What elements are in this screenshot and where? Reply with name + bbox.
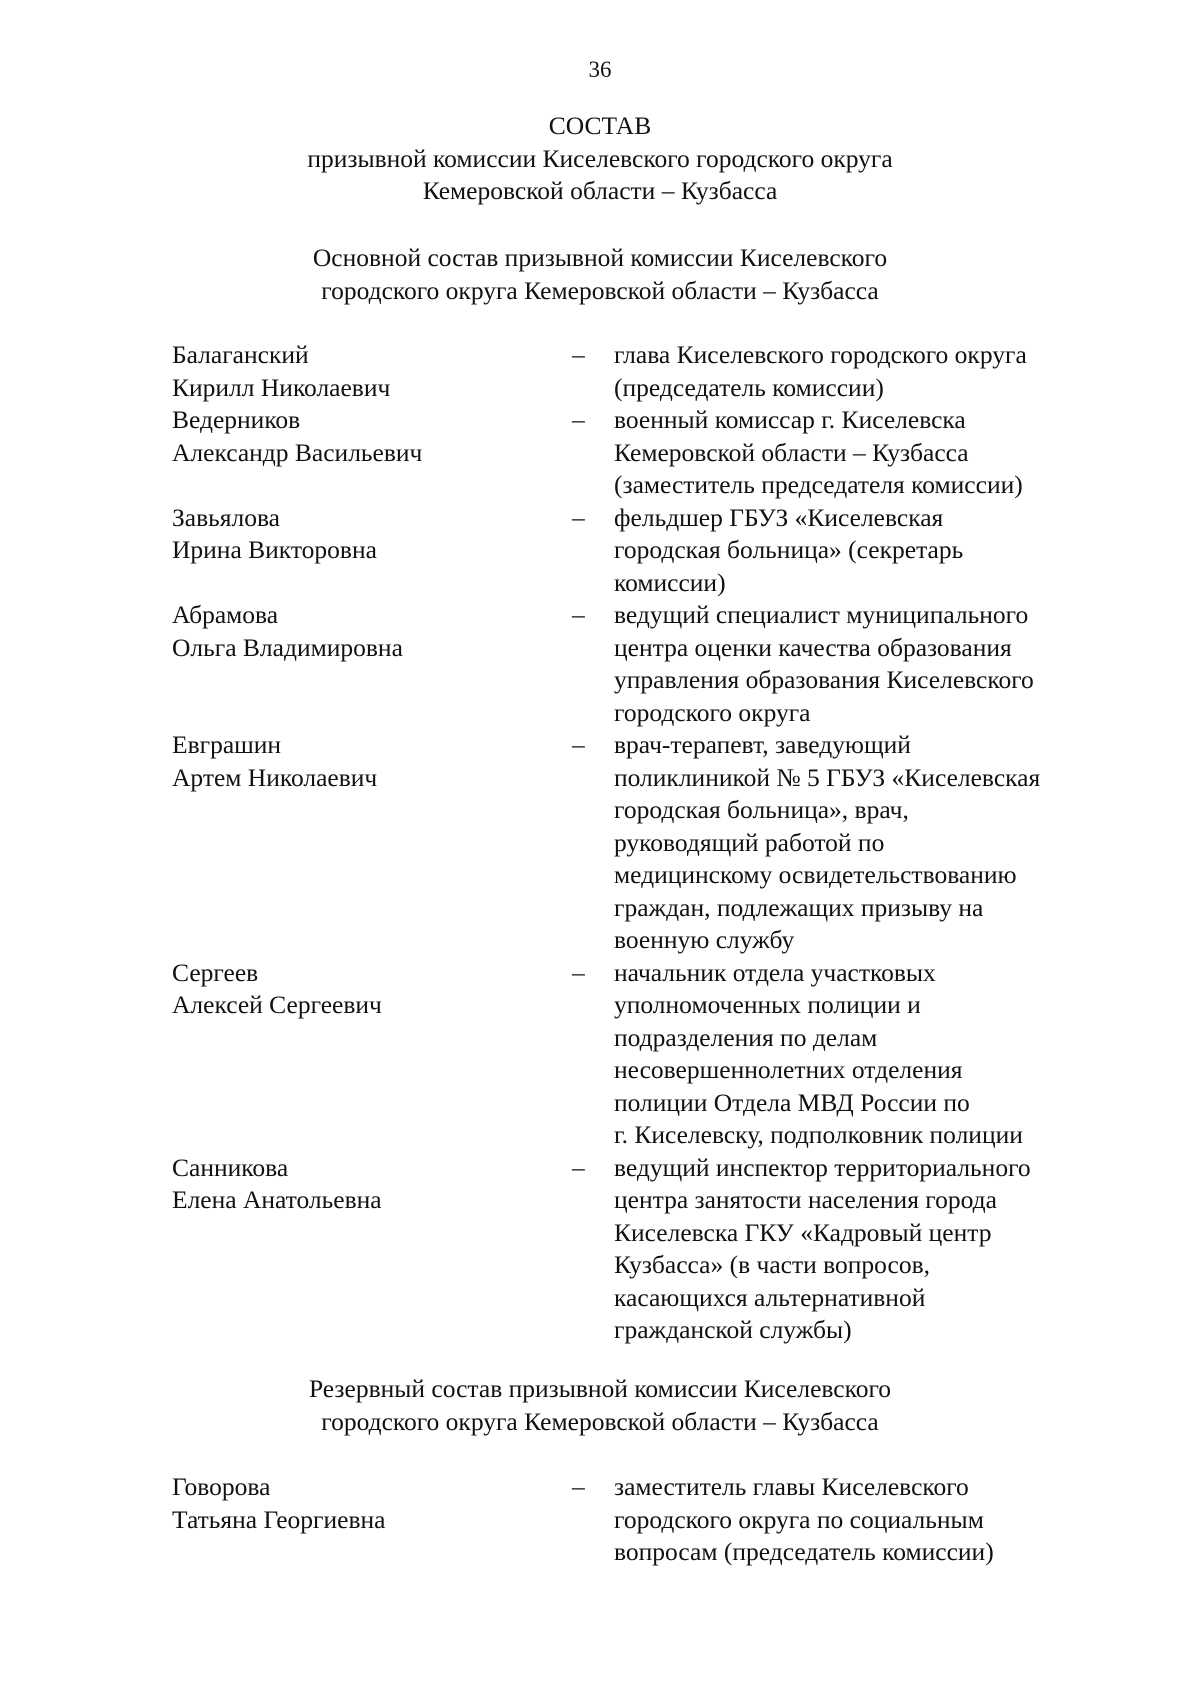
- main-heading-line-1: Основной состав призывной комиссии Киселевского: [312, 243, 888, 272]
- member-role-line: полиции Отдела МВД России по: [614, 1087, 970, 1117]
- member-role-line: глава Киселевского городского округа: [614, 340, 1027, 369]
- member-role: [614, 1152, 1112, 1347]
- main-heading-line-2: городского округа Кемеровской области – Кузбасса: [321, 275, 879, 305]
- member-role-line: начальник отдела участковых: [614, 957, 936, 987]
- member-role-line: центра оценки качества образования: [614, 632, 1012, 662]
- member-dash: –: [572, 1472, 585, 1501]
- member-role-line: городская больница», врач,: [614, 795, 909, 824]
- page-number: 36: [588, 57, 612, 82]
- member-surname: Санникова: [172, 1152, 289, 1182]
- title-line-1: СОСТАВ: [548, 111, 652, 140]
- member-given-names: Ирина Викторовна: [172, 535, 377, 564]
- member-dash: –: [572, 340, 585, 369]
- member-role: [614, 1471, 1112, 1569]
- member-role-line: уполномоченных полиции и: [614, 990, 921, 1019]
- member-given-names: Александр Васильевич: [172, 437, 423, 467]
- member-given-names: Татьяна Георгиевна: [172, 1504, 386, 1534]
- member-role-line: касающихся альтернативной: [614, 1282, 926, 1312]
- member-row: [172, 1471, 1112, 1569]
- member-role-line: Кузбасса» (в части вопросов,: [614, 1250, 931, 1279]
- member-role-line: городского округа: [614, 697, 811, 727]
- member-role-line: Киселевска ГКУ «Кадровый центр: [614, 1217, 992, 1247]
- member-role: [614, 599, 1112, 729]
- member-name: [172, 1152, 572, 1347]
- member-dash: –: [572, 600, 585, 629]
- member-role-line: городская больница» (секретарь: [614, 535, 964, 564]
- member-name: [172, 339, 572, 404]
- member-role-line: подразделения по делам: [614, 1022, 878, 1052]
- member-role-line: (председатель комиссии): [614, 372, 884, 402]
- member-given-names: Кирилл Николаевич: [172, 372, 391, 402]
- member-role-line: граждан, подлежащих призыву на: [614, 892, 984, 922]
- document-title: [0, 110, 1200, 208]
- member-role-line: военный комиссар г. Киселевска: [614, 405, 966, 434]
- member-row: [172, 339, 1112, 404]
- member-role-line: городского округа по социальным: [614, 1504, 984, 1534]
- member-dash: –: [572, 957, 585, 987]
- member-name: [172, 957, 572, 1152]
- member-role-line: управления образования Киселевского: [614, 665, 1034, 694]
- member-row: [172, 404, 1112, 502]
- member-role-line: несовершеннолетних отделения: [614, 1055, 963, 1084]
- member-surname: Евграшин: [172, 730, 282, 759]
- member-name: [172, 1471, 572, 1569]
- member-given-names: Елена Анатольевна: [172, 1185, 382, 1214]
- member-surname: Балаганский: [172, 340, 309, 369]
- main-section-heading: [0, 242, 1200, 307]
- member-row: [172, 729, 1112, 957]
- member-role-line: военную службу: [614, 925, 795, 954]
- member-row: [172, 502, 1112, 600]
- member-name: [172, 599, 572, 729]
- member-role-line: вопросам (председатель комиссии): [614, 1537, 994, 1566]
- member-role-line: (заместитель председателя комиссии): [614, 470, 1023, 499]
- reserve-section-heading: [0, 1373, 1200, 1438]
- member-dash: –: [572, 730, 585, 759]
- member-name: [172, 729, 572, 957]
- reserve-heading-line-1: Резервный состав призывной комиссии Киселевского: [308, 1374, 892, 1403]
- main-member-list: [172, 339, 1112, 1347]
- member-role-line: гражданской службы): [614, 1315, 852, 1344]
- reserve-heading-line-2: городского округа Кемеровской области – Кузбасса: [321, 1406, 879, 1436]
- member-role-line: врач-терапевт, заведующий: [614, 730, 911, 759]
- member-name: [172, 404, 572, 502]
- member-dash: –: [572, 405, 585, 434]
- member-surname: Сергеев: [172, 957, 259, 987]
- member-role-line: ведущий инспектор территориального: [614, 1152, 1031, 1182]
- member-role: [614, 404, 1112, 502]
- member-role: [614, 729, 1112, 957]
- member-dash: –: [572, 1152, 585, 1182]
- member-role-line: фельдшер ГБУЗ «Киселевская: [614, 502, 944, 532]
- member-surname: Завьялова: [172, 502, 280, 532]
- member-role-line: центра занятости населения города: [614, 1185, 997, 1214]
- title-line-2: призывной комиссии Киселевского городского округа: [307, 143, 893, 173]
- member-row: [172, 599, 1112, 729]
- member-role: [614, 502, 1112, 600]
- member-row: [172, 1152, 1112, 1347]
- member-given-names: Алексей Сергеевич: [172, 990, 382, 1019]
- member-role-line: медицинскому освидетельствованию: [614, 860, 1017, 889]
- member-given-names: Артем Николаевич: [172, 762, 378, 792]
- member-role-line: Кемеровской области – Кузбасса: [614, 437, 969, 467]
- member-surname: Говорова: [172, 1472, 271, 1501]
- title-line-3: Кемеровской области – Кузбасса: [422, 176, 778, 205]
- member-role-line: заместитель главы Киселевского: [614, 1472, 969, 1501]
- member-surname: Ведерников: [172, 405, 301, 434]
- member-role: [614, 339, 1112, 404]
- member-row: [172, 957, 1112, 1152]
- reserve-member-list: [172, 1471, 1112, 1569]
- member-role-line: поликлиникой № 5 ГБУЗ «Киселевская: [614, 762, 1041, 792]
- member-dash: –: [572, 502, 585, 532]
- member-name: [172, 502, 572, 600]
- member-role-line: ведущий специалист муниципального: [614, 600, 1029, 629]
- member-given-names: Ольга Владимировна: [172, 632, 403, 662]
- member-surname: Абрамова: [172, 600, 279, 629]
- member-role-line: г. Киселевску, подполковник полиции: [614, 1120, 1023, 1149]
- member-role-line: руководящий работой по: [614, 827, 885, 857]
- member-role-line: комиссии): [614, 567, 726, 597]
- member-role: [614, 957, 1112, 1152]
